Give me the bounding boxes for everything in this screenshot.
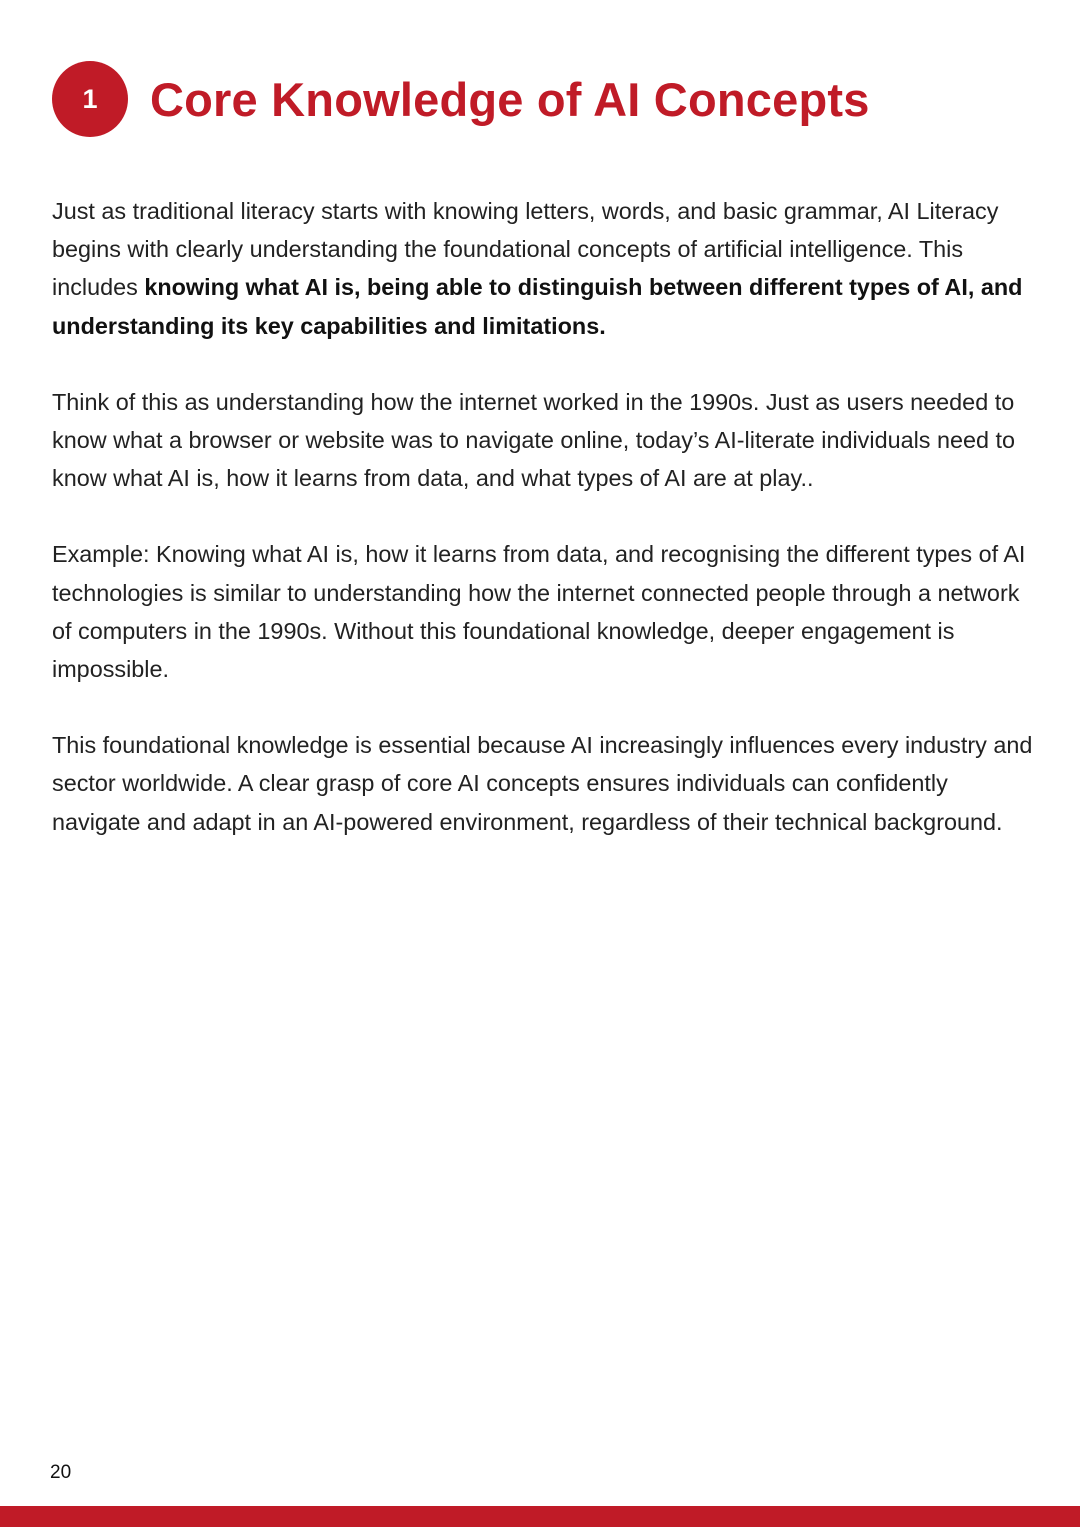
- paragraph-intro: [52, 192, 1037, 345]
- paragraph-internet-analogy: Think of this as understanding how the internet worked in the 1990s. Just as users needed to know what a browser or website was to navigate online, today’s AI-literate individuals need to know what AI is, how it learns from data, and what types of AI are at play..: [52, 388, 1016, 492]
- page-number: 20: [50, 1462, 72, 1483]
- section-header: [52, 61, 870, 137]
- section-title: Core Knowledge of AI Concepts: [150, 72, 870, 126]
- section-number-badge: 1: [52, 61, 128, 137]
- paragraph-example: Example: Knowing what AI is, how it learns from data, and recognising the different types of AI technologies is similar to understanding how the internet connected people through a network of computers in the 1990s. Without this foundational knowledge, deeper engagement is impossible.: [52, 541, 1026, 683]
- paragraph-importance: This foundational knowledge is essential because AI increasingly influences every industry and sector worldwide. A clear grasp of core AI concepts ensures individuals can confidently navigate and adapt in an AI-powered environment, regardless of their technical background.: [52, 732, 1033, 835]
- footer-accent-bar: [0, 1506, 1080, 1527]
- paragraph-intro-emphasis: knowing what AI is, being able to distinguish between different types of AI, and understanding its key capabilities and limitations.: [52, 274, 1023, 339]
- body-content: [52, 192, 1037, 879]
- paragraph-intro-text: Just as traditional literacy starts with knowing letters, words, and basic grammar, AI Literacy begins with clearly understanding the foundational concepts of artificial intelligence. This includes: [52, 198, 999, 301]
